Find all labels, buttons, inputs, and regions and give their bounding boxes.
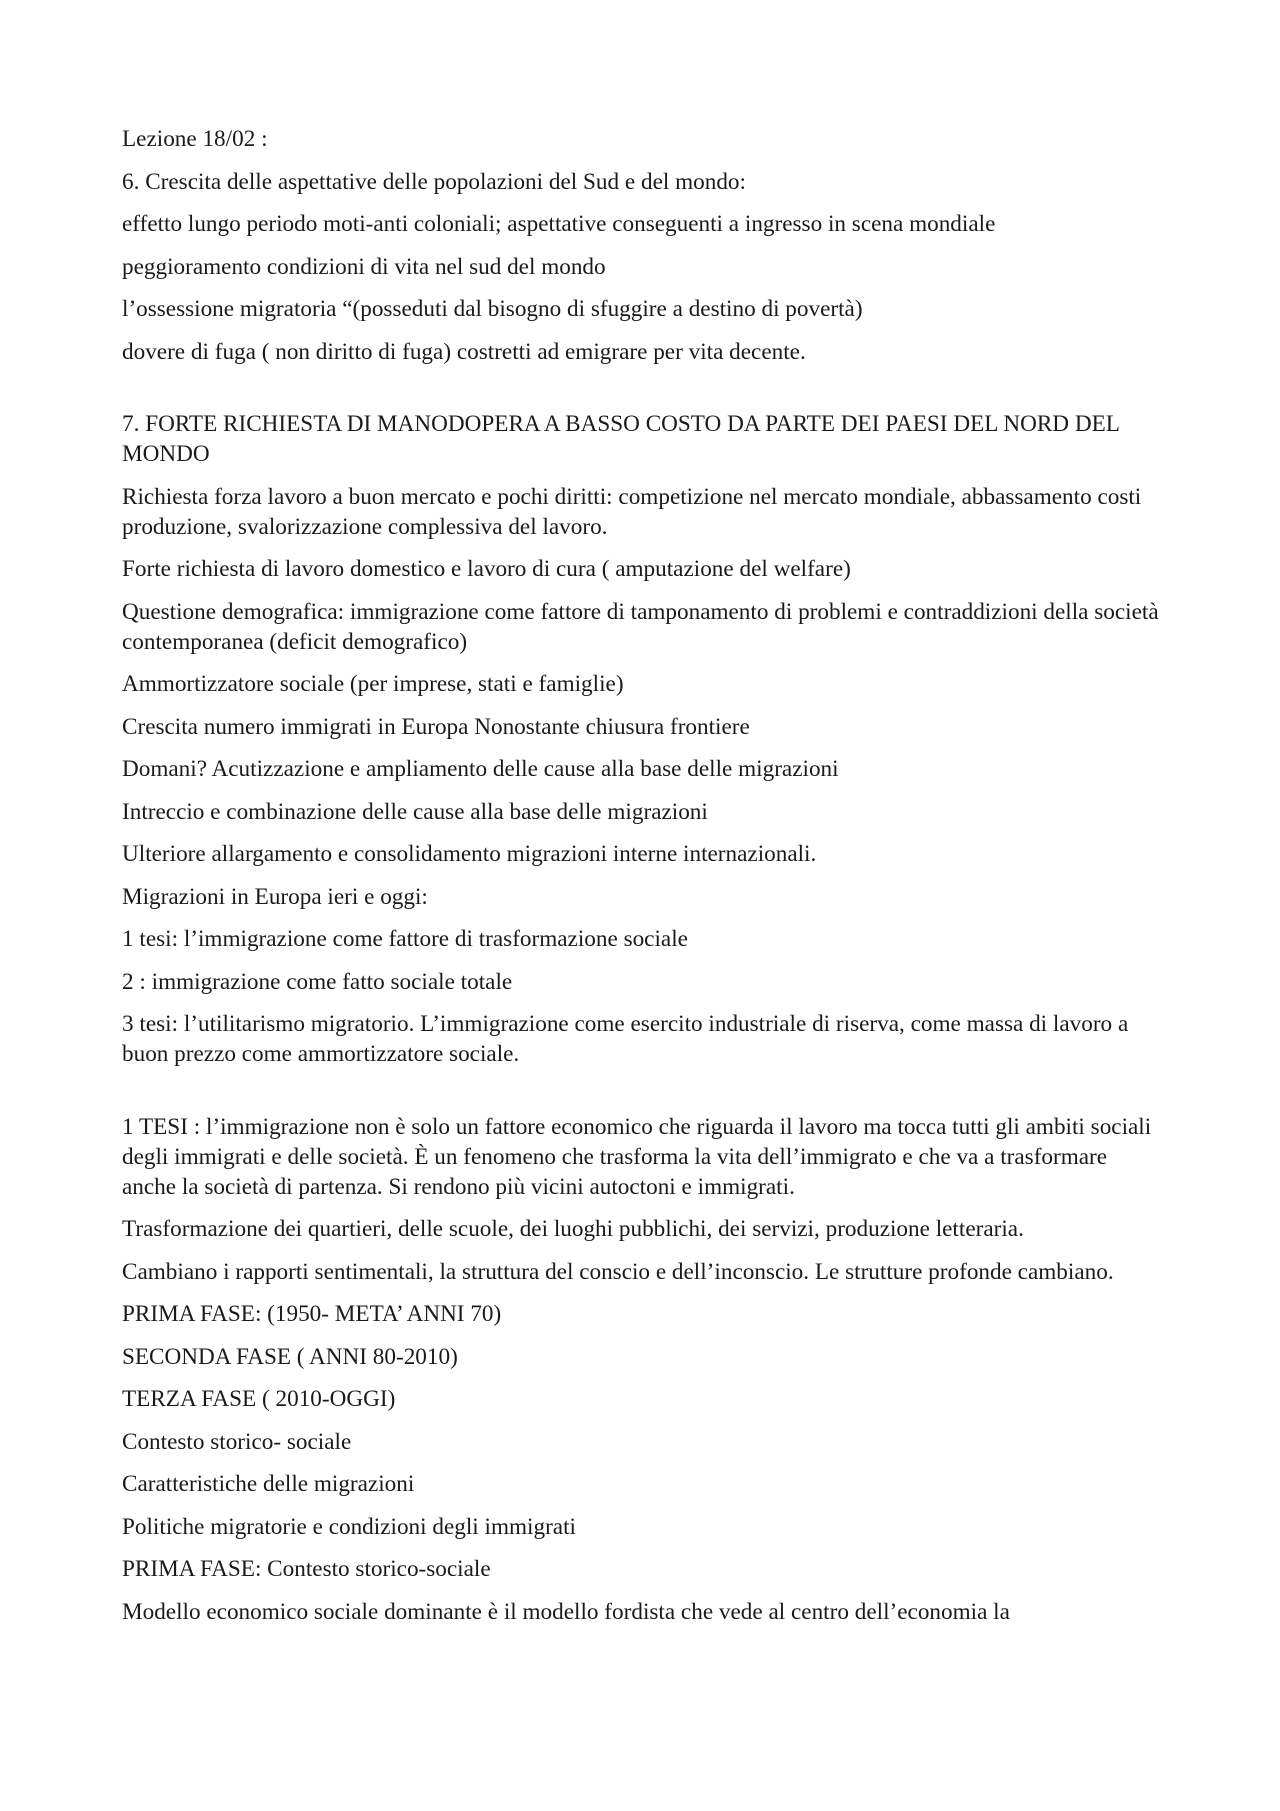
paragraph: Domani? Acutizzazione e ampliamento delle cause alla base delle migrazioni: [122, 756, 839, 782]
paragraph: Intreccio e combinazione delle cause alla base delle migrazioni: [122, 798, 708, 825]
paragraph: Ulteriore allargamento e consolidamento migrazioni interne internazionali.: [122, 841, 817, 867]
paragraph: Crescita numero immigrati in Europa Nonostante chiusura frontiere: [122, 713, 750, 740]
paragraph: Questione demografica: immigrazione come fattore di tamponamento di problemi e contraddizioni della società contemporanea (deficit demografico): [122, 598, 1159, 655]
phase-heading: PRIMA FASE: (1950- META’ ANNI 70): [122, 1301, 502, 1327]
paragraph: 2 : immigrazione come fatto sociale totale: [122, 968, 513, 995]
paragraph: 1 TESI : l’immigrazione non è solo un fattore economico che riguarda il lavoro ma tocca tutti gli ambiti sociali degli immigrati e delle società. È un fenomeno che trasforma la vita dell’immigrato e che va a trasformare anche la società di partenza. Si rendono più vicini autoctoni e immigrati.: [122, 1113, 1152, 1200]
phase-heading: SECONDA FASE ( ANNI 80-2010): [122, 1343, 458, 1370]
paragraph: Cambiano i rapporti sentimentali, la struttura del conscio e dell’inconscio. Le strutture profonde cambiano.: [122, 1258, 1114, 1285]
blank-line: [122, 379, 1162, 409]
paragraph: Modello economico sociale dominante è il modello fordista che vede al centro dell’economia la: [122, 1598, 1010, 1625]
paragraph: 6. Crescita delle aspettative delle popolazioni del Sud e del mondo:: [122, 168, 746, 195]
paragraph: Caratteristiche delle migrazioni: [122, 1471, 415, 1497]
paragraph: Forte richiesta di lavoro domestico e lavoro di cura ( amputazione del welfare): [122, 556, 851, 582]
paragraph: effetto lungo periodo moti-anti coloniali; aspettative conseguenti a ingresso in scena mondiale: [122, 211, 996, 237]
paragraph: 3 tesi: l’utilitarismo migratorio. L’immigrazione come esercito industriale di riserva, come massa di lavoro a buon prezzo come ammortizzatore sociale.: [122, 1011, 1129, 1067]
paragraph: Trasformazione dei quartieri, delle scuole, dei luoghi pubblichi, dei servizi, produzione letteraria.: [122, 1216, 1024, 1242]
blank-line: [122, 1082, 1162, 1112]
lesson-heading: Lezione 18/02 :: [122, 126, 268, 152]
document-body: [122, 124, 1162, 1639]
paragraph: Ammortizzatore sociale (per imprese, stati e famiglie): [122, 671, 624, 697]
paragraph: peggioramento condizioni di vita nel sud del mondo: [122, 253, 606, 280]
paragraph: Migrazioni in Europa ieri e oggi:: [122, 883, 428, 910]
paragraph: PRIMA FASE: Contesto storico-sociale: [122, 1556, 491, 1582]
phase-heading: TERZA FASE ( 2010-OGGI): [122, 1386, 396, 1412]
paragraph: Richiesta forza lavoro a buon mercato e pochi diritti: competizione nel mercato mondiale, abbassamento costi produzione, svalorizzazione complessiva del lavoro.: [122, 483, 1142, 540]
section-heading: 7. FORTE RICHIESTA DI MANODOPERA A BASSO COSTO DA PARTE DEI PAESI DEL NORD DEL MONDO: [122, 411, 1120, 467]
paragraph: Politiche migratorie e condizioni degli immigrati: [122, 1513, 576, 1540]
paragraph: l’ossessione migratoria “(posseduti dal bisogno di sfuggire a destino di povertà): [122, 296, 863, 322]
paragraph: dovere di fuga ( non diritto di fuga) costretti ad emigrare per vita decente.: [122, 338, 806, 365]
paragraph: 1 tesi: l’immigrazione come fattore di trasformazione sociale: [122, 926, 688, 952]
paragraph: Contesto storico- sociale: [122, 1428, 352, 1455]
